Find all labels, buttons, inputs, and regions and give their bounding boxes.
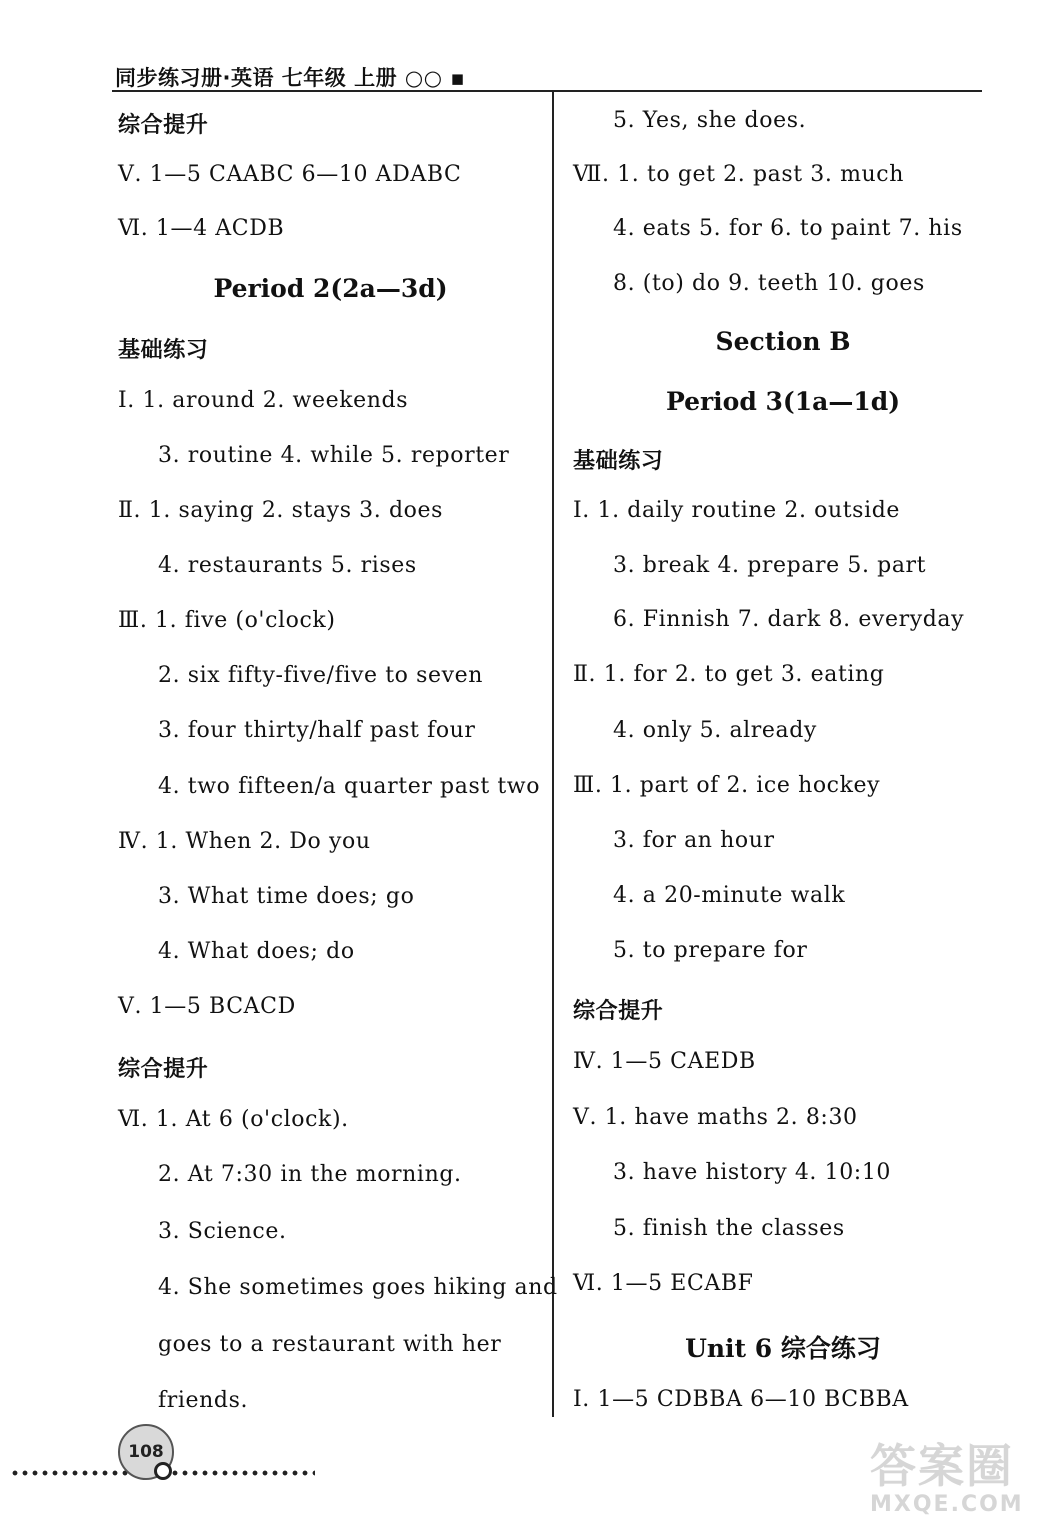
answer-line: Ⅶ. 1. to get 2. past 3. much <box>573 162 904 187</box>
answer-line: Ⅴ. 1. have maths 2. 8:30 <box>573 1105 858 1130</box>
answer-line: Ⅵ. 1—5 ECABF <box>573 1271 754 1296</box>
answer-line: Ⅲ. 1. five (o'clock) <box>118 608 336 633</box>
answer-line: 3. routine 4. while 5. reporter <box>158 443 510 468</box>
period-title: Period 2(2a—3d) <box>213 274 448 303</box>
answer-line: 5. to prepare for <box>613 938 808 963</box>
answer-line: 4. a 20-minute walk <box>613 883 846 908</box>
answer-line: Ⅳ. 1—5 CAEDB <box>573 1049 756 1074</box>
answer-line: 2. six fifty-five/five to seven <box>158 663 483 688</box>
answer-line: 3. have history 4. 10:10 <box>613 1160 892 1185</box>
answer-line: 8. (to) do 9. teeth 10. goes <box>613 271 925 296</box>
answer-line: Ⅱ. 1. saying 2. stays 3. does <box>118 498 444 523</box>
answer-line: 3. four thirty/half past four <box>158 718 476 743</box>
answer-line: 5. Yes, she does. <box>613 108 807 133</box>
column-divider <box>552 92 554 1417</box>
section-heading: 综合提升 <box>118 1057 209 1082</box>
answer-line: 4. two fifteen/a quarter past two <box>158 774 541 799</box>
answer-line: 4. What does; do <box>158 939 355 964</box>
unit-title: Unit 6 综合练习 <box>685 1334 881 1363</box>
answer-line: friends. <box>158 1388 249 1413</box>
page-badge-dot-icon <box>154 1462 172 1480</box>
watermark <box>870 1430 1030 1530</box>
answer-line: 4. only 5. already <box>613 718 817 743</box>
period-title: Period 3(1a—1d) <box>665 387 901 416</box>
answer-line: Ⅱ. 1. for 2. to get 3. eating <box>573 662 885 687</box>
answer-line: 4. eats 5. for 6. to paint 7. his <box>613 216 963 241</box>
answer-line: Ⅵ. 1—4 ACDB <box>118 216 285 241</box>
answer-line: 4. She sometimes goes hiking and <box>158 1275 558 1300</box>
answer-line: Ⅵ. 1. At 6 (o'clock). <box>118 1107 349 1132</box>
section-heading: 基础练习 <box>573 449 664 474</box>
answer-line: 3. break 4. prepare 5. part <box>613 553 927 578</box>
answer-line: 3. What time does; go <box>158 884 415 909</box>
answer-line: Ⅴ. 1—5 BCACD <box>118 994 296 1019</box>
answer-line: 5. finish the classes <box>613 1216 845 1241</box>
watermark-url: MXQE.COM <box>870 1492 1024 1517</box>
answer-line: goes to a restaurant with her <box>158 1332 502 1357</box>
answer-line: 3. for an hour <box>613 828 775 853</box>
section-heading: 综合提升 <box>573 999 664 1024</box>
answer-line: Ⅰ. 1—5 CDBBA 6—10 BCBBA <box>573 1387 909 1412</box>
watermark-logo-text: 答案圈 <box>870 1439 1014 1493</box>
answer-line: 4. restaurants 5. rises <box>158 553 417 578</box>
section-heading: 基础练习 <box>118 338 209 363</box>
answer-line: 3. Science. <box>158 1219 287 1244</box>
section-heading: 综合提升 <box>118 113 209 138</box>
answer-line: Ⅴ. 1—5 CAABC 6—10 ADABC <box>118 162 462 187</box>
answer-line: Ⅰ. 1. around 2. weekends <box>118 388 409 413</box>
answer-line: 6. Finnish 7. dark 8. everyday <box>613 607 965 632</box>
section-title: Section B <box>715 327 851 356</box>
answer-line: 2. At 7:30 in the morning. <box>158 1162 462 1187</box>
answer-line: Ⅲ. 1. part of 2. ice hockey <box>573 773 881 798</box>
running-header: 同步练习册·英语 七年级 上册 ○○ ▪ <box>115 66 466 90</box>
header-rule <box>112 90 982 92</box>
page-number-badge: 108 <box>118 1424 174 1480</box>
answer-line: Ⅰ. 1. daily routine 2. outside <box>573 498 901 523</box>
answer-line: Ⅳ. 1. When 2. Do you <box>118 829 371 854</box>
